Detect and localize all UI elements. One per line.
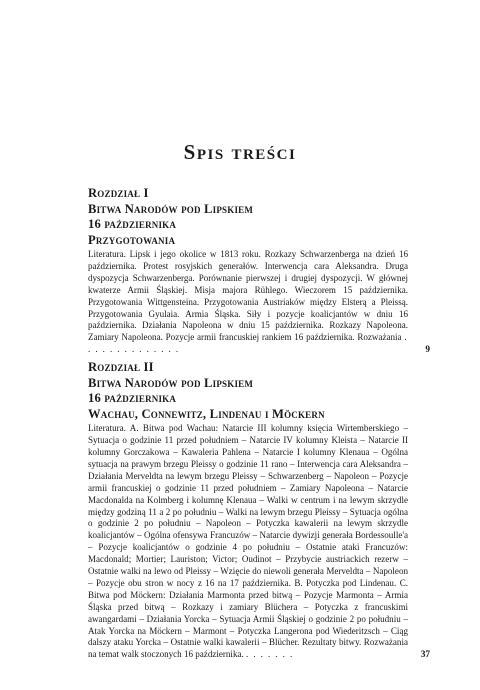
page-number: 37 bbox=[420, 649, 430, 660]
dot-leader: . . . . . . . bbox=[246, 649, 294, 660]
chapter-subtitle: Wachau, Connewitz, Lindenau i Möckern bbox=[88, 406, 325, 421]
dot-leader: . . . . . . . . . . . . . . bbox=[88, 332, 408, 355]
summary-text: Literatura. A. Bitwa pod Wachau: Natarcie III kolumny księcia Wirtemberskiego – Sytuacja o godzinie 11 przed południem – Natarcie IV kolumny Kleista – Natarcie II kolumny Gorczakowa – Kawaleria Pahlena – Natarcie I kolumny Klenaua – Ogólna sytuacja na prawym brzegu Pleissy o godzinie 11 rano – Interwencja cara Aleksandra – Działania Merveldta na lewym brzegu Pleissy – Schwarzenberg – Napoleon – Pozycje armii francuskiej o godzinie 11 przed południem – Zamiary Napoleona – Natarcie Macdonalda na Kolmberg i kolumnę Klenaua – Walki w centrum i na lewym skrzydle między godziną 11 a 2 po południu – Walki na lewym brzegu Pleissy – Sytuacja ogólna o godzinie 2 po południu – Napoleon – Potyczka kawalerii na lewym skrzydle koalicjantów – Ogólna ofensywa Francuzów – Natarcie dywizji generała Bordessoulle'a – Pozycje koalicjantów o godzinie 4 po południu – Ostatnie ataki Francuzów: Macdonald; Mortier; Lauriston; Victor; Oudinot – Przybycie austriackich rezerw – Ostatnie walki na lewo od Pleissy – Wzięcie do niewoli generała Merveldta – Napoleon – Pozycje obu stron w nocy z 16 na 17 października. B. Potyczka pod Lindenau. C. Bitwa pod Möckern: Działania Marmonta przed bitwą – Pozycje Marmonta – Armia Śląska przed bitwą – Rozkazy i zamiary Blüchera – Potyczka z francuskimi awangardami – Działania Yorcka – Sytuacja Armii Śląskiej o godzinie 2 po południu – Atak Yorcka na Möckern – Marmont – Potyczka Langerona pod Wiederitzsch – Ciąg dalszy ataku Yorcka – Ostatnie walki kawalerii – Blücher. Rezultaty bitwy. Rozważania na temat walk stoczonych 16 października. bbox=[88, 423, 408, 660]
chapter-date: 16 października bbox=[88, 217, 177, 231]
toc-chapter-1 bbox=[88, 186, 430, 356]
toc-entry[interactable] bbox=[88, 423, 430, 661]
chapter-subtitle: Przygotowania bbox=[88, 232, 176, 247]
toc-entry[interactable] bbox=[88, 249, 430, 356]
chapter-label: Rozdział II bbox=[88, 360, 154, 375]
chapter-label: Rozdział I bbox=[88, 186, 149, 200]
chapter-summary bbox=[88, 423, 408, 661]
toc-chapter-2 bbox=[88, 360, 430, 661]
chapter-title: Bitwa Narodów pod Lipskiem bbox=[88, 375, 254, 390]
chapter-summary bbox=[88, 249, 408, 356]
page-number: 9 bbox=[425, 344, 430, 355]
chapter-date: 16 października bbox=[88, 391, 177, 406]
page-title: Spis treści bbox=[183, 140, 297, 164]
table-of-contents bbox=[88, 186, 430, 665]
chapter-title: Bitwa Narodów pod Lipskiem bbox=[88, 201, 254, 216]
summary-text: Literatura. Lipsk i jego okolice w 1813 roku. Rozkazy Schwarzenberga na dzień 16 października. Protest rosyjskich generałów. Interwencja cara Aleksandra. Druga dyspozycja Schwarzenberga. Porównanie pierwszej i drugiej dyspozycji. W głównej kwaterze Armii Śląskiej. Misja majora Rühlego. Wieczorem 15 października. Przygotowania Wittgensteina. Przygotowania Austriaków między Elsterą a Pleissą. Przygotowania Gyulaia. Armia Śląska. Siły i pozycje koalicjantów w dniu 16 października. Działania Napoleona w dniu 15 października. Rozkazy Napoleona. Zamiary Napoleona. Pozycje armii francuskiej rankiem 16 października. Rozważania bbox=[88, 249, 408, 343]
